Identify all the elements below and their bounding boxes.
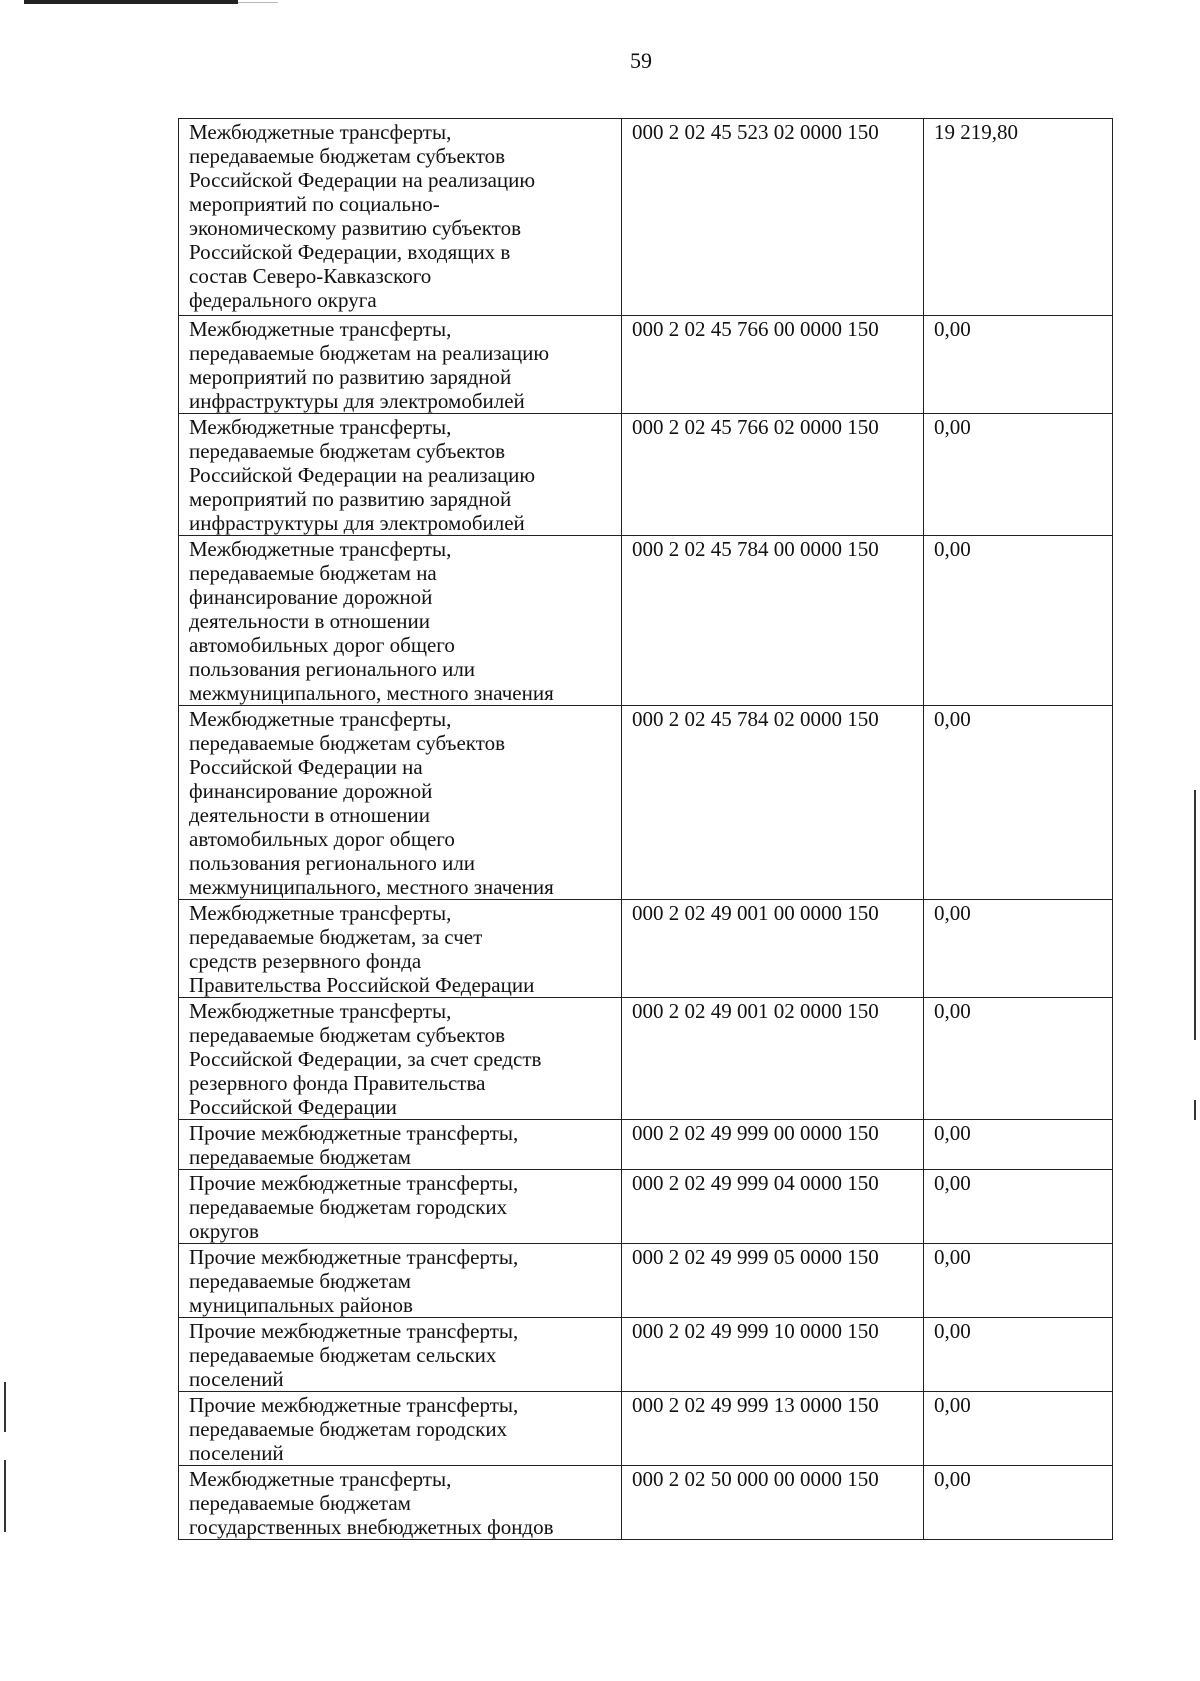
row-amount: 0,00 <box>924 900 1113 998</box>
row-description: Межбюджетные трансферты, передаваемые бюджетам на реализацию мероприятий по развитию зарядной инфраструктуры для электромобилей <box>179 316 622 414</box>
table-row <box>179 119 1113 316</box>
table-row <box>179 1170 1113 1244</box>
row-budget-code: 000 2 02 49 001 00 0000 150 <box>622 900 924 998</box>
table-row <box>179 1466 1113 1540</box>
table-row <box>179 536 1113 706</box>
row-description: Прочие межбюджетные трансферты, передаваемые бюджетам городских округов <box>179 1170 622 1244</box>
row-budget-code: 000 2 02 49 999 13 0000 150 <box>622 1392 924 1466</box>
scan-margin-mark <box>1194 790 1196 1040</box>
row-budget-code: 000 2 02 45 766 00 0000 150 <box>622 316 924 414</box>
row-amount: 0,00 <box>924 998 1113 1120</box>
row-amount: 19 219,80 <box>924 119 1113 316</box>
row-amount: 0,00 <box>924 1392 1113 1466</box>
table-row <box>179 316 1113 414</box>
row-description: Межбюджетные трансферты, передаваемые бюджетам субъектов Российской Федерации на финансирование дорожной деятельности в отношении автомобильных дорог общего пользования регионального или межмуниципального, местного значения <box>179 706 622 900</box>
row-budget-code: 000 2 02 50 000 00 0000 150 <box>622 1466 924 1540</box>
row-amount: 0,00 <box>924 536 1113 706</box>
row-description: Прочие межбюджетные трансферты, передаваемые бюджетам городских поселений <box>179 1392 622 1466</box>
row-amount: 0,00 <box>924 1170 1113 1244</box>
row-budget-code: 000 2 02 49 999 10 0000 150 <box>622 1318 924 1392</box>
row-budget-code: 000 2 02 49 999 00 0000 150 <box>622 1120 924 1170</box>
row-amount: 0,00 <box>924 414 1113 536</box>
row-amount: 0,00 <box>924 1466 1113 1540</box>
row-budget-code: 000 2 02 45 523 02 0000 150 <box>622 119 924 316</box>
scan-margin-mark <box>4 1382 6 1432</box>
scan-margin-mark <box>1194 1100 1196 1120</box>
table-row <box>179 900 1113 998</box>
row-budget-code: 000 2 02 49 999 05 0000 150 <box>622 1244 924 1318</box>
table-row <box>179 1244 1113 1318</box>
row-amount: 0,00 <box>924 316 1113 414</box>
row-amount: 0,00 <box>924 706 1113 900</box>
row-description: Прочие межбюджетные трансферты, передаваемые бюджетам сельских поселений <box>179 1318 622 1392</box>
row-amount: 0,00 <box>924 1120 1113 1170</box>
row-description: Прочие межбюджетные трансферты, передаваемые бюджетам муниципальных районов <box>179 1244 622 1318</box>
table-row <box>179 706 1113 900</box>
budget-table <box>178 118 1113 1540</box>
row-budget-code: 000 2 02 49 999 04 0000 150 <box>622 1170 924 1244</box>
row-amount: 0,00 <box>924 1318 1113 1392</box>
row-description: Межбюджетные трансферты, передаваемые бюджетам на финансирование дорожной деятельности в отношении автомобильных дорог общего пользования регионального или межмуниципального, местного значения <box>179 536 622 706</box>
scan-artifact-bar <box>24 0 238 4</box>
scan-margin-mark <box>4 1460 6 1532</box>
row-description: Межбюджетные трансферты, передаваемые бюджетам субъектов Российской Федерации на реализацию мероприятий по развитию зарядной инфраструктуры для электромобилей <box>179 414 622 536</box>
table-row <box>179 1392 1113 1466</box>
page-number: 59 <box>630 48 652 73</box>
row-budget-code: 000 2 02 45 766 02 0000 150 <box>622 414 924 536</box>
row-amount: 0,00 <box>924 1244 1113 1318</box>
row-description: Прочие межбюджетные трансферты, передаваемые бюджетам <box>179 1120 622 1170</box>
table-row <box>179 1120 1113 1170</box>
row-description: Межбюджетные трансферты, передаваемые бюджетам, за счет средств резервного фонда Правительства Российской Федерации <box>179 900 622 998</box>
row-description: Межбюджетные трансферты, передаваемые бюджетам государственных внебюджетных фондов <box>179 1466 622 1540</box>
table-row <box>179 1318 1113 1392</box>
row-description: Межбюджетные трансферты, передаваемые бюджетам субъектов Российской Федерации на реализацию мероприятий по социально- экономическому развитию субъектов Российской Федерации, входящих в состав Северо-Кавказского федерального округа <box>179 119 622 316</box>
table-row <box>179 998 1113 1120</box>
row-budget-code: 000 2 02 49 001 02 0000 150 <box>622 998 924 1120</box>
table-row <box>179 414 1113 536</box>
row-budget-code: 000 2 02 45 784 02 0000 150 <box>622 706 924 900</box>
row-budget-code: 000 2 02 45 784 00 0000 150 <box>622 536 924 706</box>
row-description: Межбюджетные трансферты, передаваемые бюджетам субъектов Российской Федерации, за счет средств резервного фонда Правительства Российской Федерации <box>179 998 622 1120</box>
